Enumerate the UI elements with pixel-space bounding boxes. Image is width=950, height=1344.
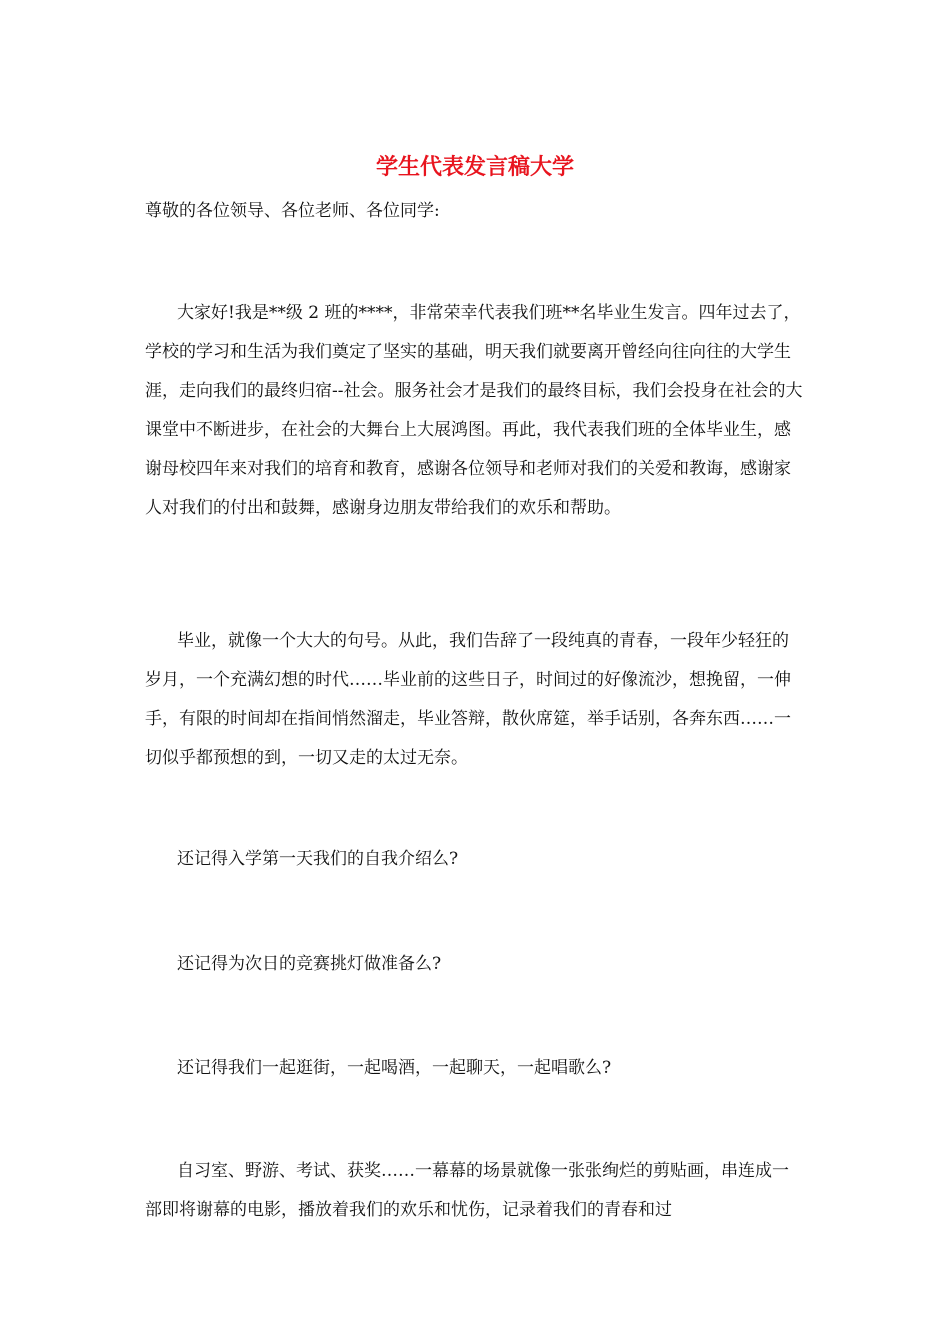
paragraph-remember-intro: 还记得入学第一天我们的自我介绍么?: [177, 849, 459, 869]
document-title: 学生代表发言稿大学: [375, 154, 574, 180]
paragraph-graduation: 毕业，就像一个大大的句号。从此，我们告辞了一段纯真的青春，一段年少轻狂的岁月，一个充满幻想的时代……毕业前的这些日子，时间过的好像流沙，想挽留，一伸手，有限的时间却在指间悄然溜走，毕业答辩，散伙席筵，举手话别，各奔东西……一切似乎都预想的到，一切又走的太过无奈。: [145, 631, 791, 768]
paragraph-remember-contest: 还记得为次日的竞赛挑灯做准备么?: [177, 954, 442, 974]
paragraph-memories: 自习室、野游、考试、获奖……一幕幕的场景就像一张张绚烂的剪贴画，串连成一部即将谢幕的电影，播放着我们的欢乐和忧伤，记录着我们的青春和过: [145, 1161, 789, 1220]
paragraph-intro: 大家好!我是**级 2 班的****，非常荣幸代表我们班**名毕业生发言。四年过去了，学校的学习和生活为我们奠定了坚实的基础，明天我们就要离开曾经向往向往的大学生涯，走向我们的最终归宿--社会。服务社会才是我们的最终目标，我们会投身在社会的大课堂中不断进步，在社会的大舞台上大展鸿图。再此，我代表我们班的全体毕业生，感谢母校四年来对我们的培育和教育，感谢各位领导和老师对我们的关爱和教诲，感谢家人对我们的付出和鼓舞，感谢身边朋友带给我们的欢乐和帮助。: [145, 303, 803, 518]
paragraph-remember-together: 还记得我们一起逛街，一起喝酒，一起聊天，一起唱歌么?: [177, 1058, 612, 1078]
salutation: 尊敬的各位领导、各位老师、各位同学:: [145, 201, 440, 221]
